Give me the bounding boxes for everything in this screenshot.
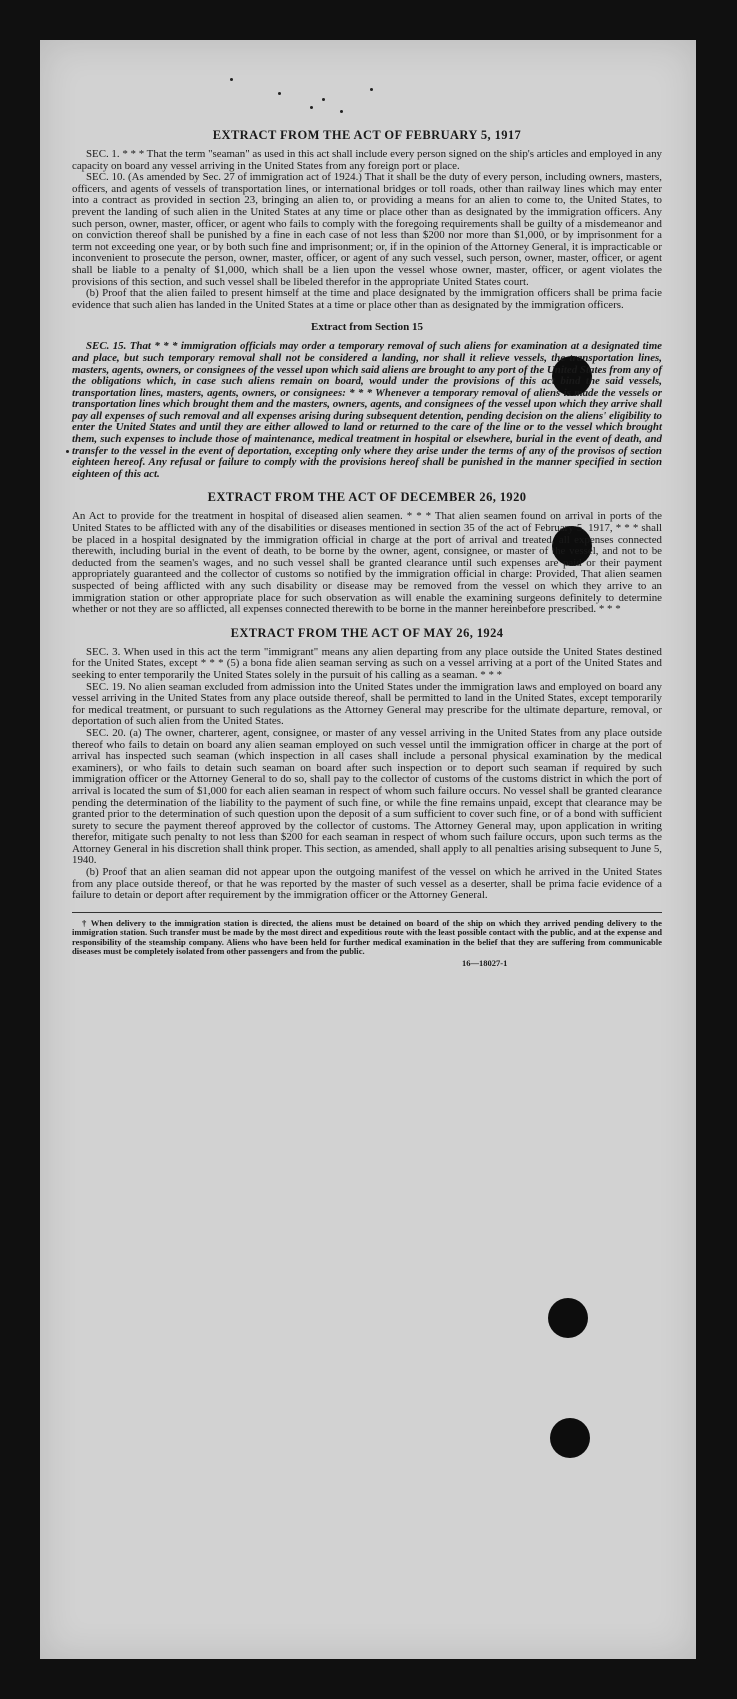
footnote-divider bbox=[72, 912, 662, 913]
section-1: SEC. 1. * * * That the term "seaman" as used in this act shall include every person signed on the ship's articles and employed in any capacity on board any vessel arriving in the United States from any foreign port or place. bbox=[72, 148, 662, 172]
heading-act-1924: EXTRACT FROM THE ACT OF MAY 26, 1924 bbox=[230, 625, 504, 640]
section-20-b: (b) Proof that an alien seaman did not appear upon the outgoing manifest of the vessel on which he arrived in the United States from any place outside thereof, or that he was reported by the master of such vessel as a deserter, shall be prima facie evidence of a failure to detain or deport after requirement by the immigration officer or the Attorney General. bbox=[72, 866, 662, 902]
document-page bbox=[40, 40, 696, 1659]
act-1920-text: An Act to provide for the treatment in hospital of diseased alien seamen. * * * That alien seamen found on arrival in ports of the United States to be afflicted with any of the disabilities or diseases mentioned in section 35 of the act of February 5, 1917, * * * shall be placed in a hospital designated by the immigration official in charge at the port of arrival and treated, all expenses connected therewith, including burial in the event of death, to be borne by the owner, agent, consignee, or master of the vessel, and not to be deducted from the seamen's wages, and no such vessel shall be granted clearance until such expenses are paid or their payment appropriately guaranteed and the collector of customs so notified by the immigration official in charge: Provided, That alien seamen suspected of being afflicted with any such disability or disease may be removed from the vessel on which they arrive to an immigration station or other appropriate place for such observation as will enable the examining surgeons definitely to determine whether or not they are so afflicted, all expenses connected therewith to be borne in the manner hereinbefore prescribed. * * * bbox=[72, 510, 662, 616]
section-3: SEC. 3. When used in this act the term "immigrant" means any alien departing from any place outside the United States destined for the United States, except * * * (5) a bona fide alien seaman serving as such on a vessel arriving at a port of the United States and seeking to enter temporarily the United States solely in the pursuit of his calling as a seaman. * * * bbox=[72, 645, 662, 681]
section-10-b: (b) Proof that the alien failed to present himself at the time and place designated by the immigration officers shall be prima facie evidence that such alien has landed in the United States at a time or place other than as designated by the immigration officers. bbox=[72, 287, 662, 311]
document-body bbox=[72, 128, 662, 968]
section-10: SEC. 10. (As amended by Sec. 27 of immigration act of 1924.) That it shall be the duty of every person, including owners, masters, officers, and agents of vessels of transportation lines, or international bridges or toll roads, other than railway lines which may enter into a contract as provided in section 23, bringing an alien to, or providing a means for an alien to come to, the United States, to prevent the landing of such alien in the United States at any time or place other than as designated by the immigration officers. Any such person, owner, master, officer, or agent who fails to comply with the foregoing requirements shall be guilty of a misdemeanor and on conviction thereof shall be punished by a fine in each case of not less than $200 nor more than $1,000, or by imprisonment for a term not exceeding one year, or by both such fine and imprisonment; or, if in the opinion of the Attorney General, it is impracticable or inconvenient to prosecute the person, owner, master, officer, or agent of any such vessel, such person, owner, master, officer, or agent shall be liable to a penalty of $1,000, which shall be a lien upon the vessel whose owner, master, officer, or agent violates the provisions of this section, and such vessel shall be libeled therefor in the appropriate United States court. bbox=[72, 171, 662, 288]
section-15: SEC. 15. That * * * immigration officials may order a temporary removal of such aliens for examination at a designated time and place, but such temporary removal shall not be considered a landing, nor shall it relieve vessels, the transportation lines, masters, agents, owners, or consignees of the vessel upon which said aliens are brought to any port of the United States from any of the obligations which, in case such aliens remain on board, would under the provisions of this act bind the said vessels, transportation lines, masters, agents, owners, or consignees: * * * Whenever a temporary removal of aliens is made the vessels or transportation lines which brought them and the masters, owners, agents, and consignees of the vessel upon which they arrive shall pay all expenses of such removal and all expenses arising during subsequent detention, pending decision on the aliens' eligibility to enter the United States and until they are either allowed to land or returned to the care of the line or to the vessel which brought them, such expenses to include those of maintenance, medical treatment in hospital or elsewhere, burial in the event of death, and transfer to the vessel in the event of deportation, excepting only where they arise under the terms of any of the provisos of section eighteen hereof. Any refusal or failure to comply with the provisions hereof shall be punished in the manner specified in section eighteen of this act. bbox=[72, 340, 662, 480]
form-number: 16—18027-1 bbox=[462, 958, 508, 969]
section-19: SEC. 19. No alien seaman excluded from admission into the United States under the immigration laws and employed on board any vessel arriving in the United States from any place outside thereof, shall be permitted to land in the United States, except temporarily for medical treatment, or pursuant to such regulations as the Attorney General may prescribe for the ultimate departure, removal, or deportation of such alien from the United States. bbox=[72, 680, 662, 728]
heading-act-1920: EXTRACT FROM THE ACT OF DECEMBER 26, 1920 bbox=[207, 490, 527, 505]
section-20: SEC. 20. (a) The owner, charterer, agent, consignee, or master of any vessel arriving in the United States from any place outside thereof who fails to detain on board any alien seaman employed on such vessel until the immigration officer in charge at the port of arrival has inspected such seaman (which inspection in all cases shall include a personal physical examination by the medical examiners), or who fails to detain such seaman on board after such inspection or to deport such seaman if required by such immigration officer or the Attorney General to do so, shall pay to the collector of customs of the customs district in which the port of arrival is located the sum of $1,000 for each alien seaman in respect of whom such failure occurs. No vessel shall be granted clearance pending the determination of the liability to the payment of such fine, or while the fine remains unpaid, except that clearance may be granted prior to the determination of such question upon the deposit of a sum sufficient to cover such fine, or of a bond with sufficient surety to secure the payment thereof approved by the collector of customs. The Attorney General may, upon application in writing therefor, mitigate such penalty to not less than $200 for each seaman in respect of whom such failure occurs, upon such terms as the Attorney General in his discretion shall think proper. This section, as amended, shall apply to all penalties arising subsequent to June 5, 1940. bbox=[72, 726, 662, 867]
ink-blot bbox=[550, 1418, 590, 1458]
ink-blot bbox=[548, 1298, 588, 1338]
subheading-section-15: Extract from Section 15 bbox=[311, 321, 423, 334]
heading-act-1917: EXTRACT FROM THE ACT OF FEBRUARY 5, 1917 bbox=[212, 128, 522, 142]
footnote: † When delivery to the immigration station is directed, the aliens must be detained on board of the ship on which they arrived pending delivery to the immigration station. Such transfer must be made by the most direct and expeditious route with the least possible contact with the public, and at the expense and responsibility of the steamship company. Aliens who have been held for further medical examination in the belief that they are suffering from communicable diseases must be completely isolated from other passengers and from the public. bbox=[72, 917, 662, 957]
